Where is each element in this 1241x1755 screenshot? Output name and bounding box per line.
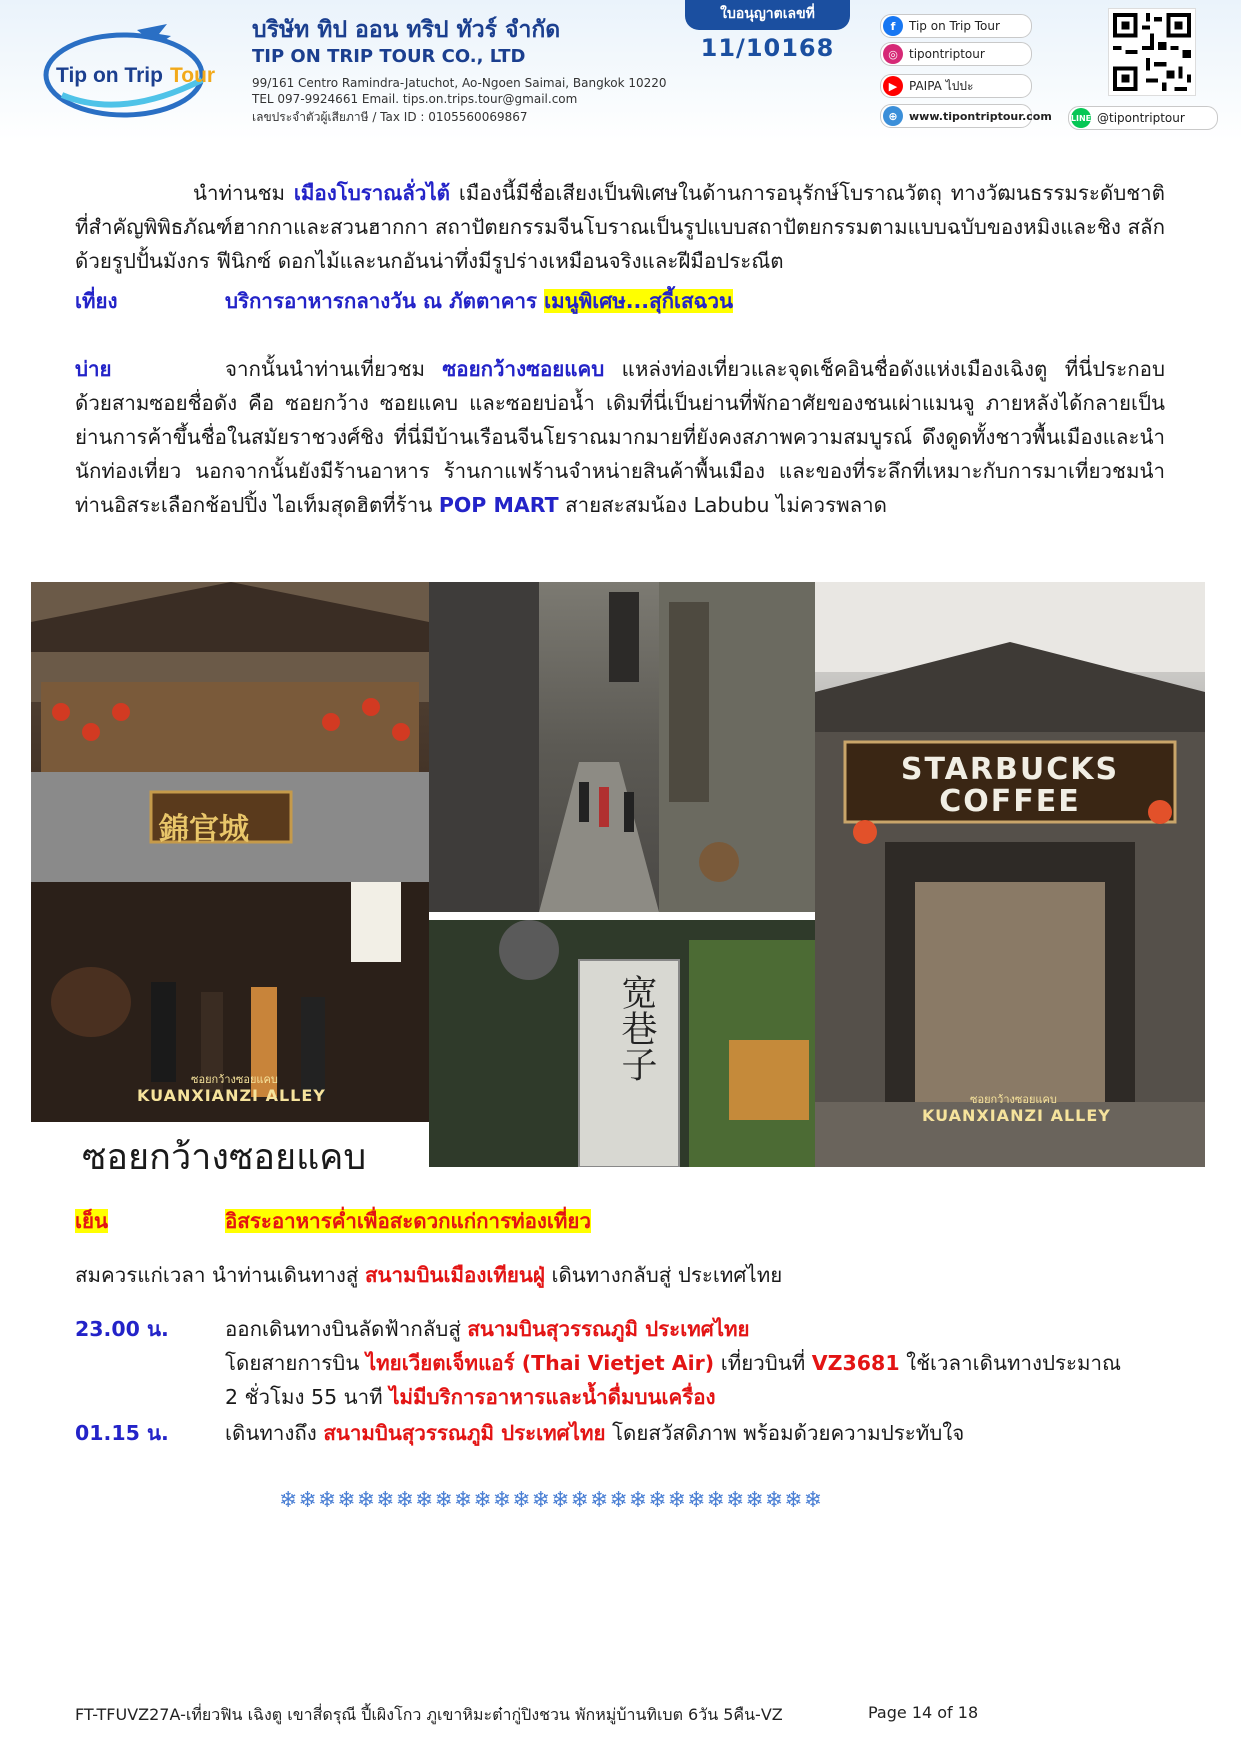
starbucks-sign-line1: STARBUCKS xyxy=(900,752,1120,787)
lunch-detail xyxy=(225,284,733,318)
license-number: 11/10168 xyxy=(700,34,835,62)
p2-text-e: สายสะสมน้อง Labubu ไม่ควรพลาด xyxy=(558,493,887,517)
instagram-icon: ◎ xyxy=(883,44,903,64)
t1-text-e: เที่ยวบินที่ xyxy=(714,1351,812,1375)
company-logo xyxy=(42,20,232,120)
company-name-th: บริษัท ทิป ออน ทริป ทัวร์ จำกัด xyxy=(252,17,561,43)
flight-depart-line1 xyxy=(225,1312,1165,1346)
website-link[interactable] xyxy=(880,104,1052,128)
pop-mart-name: POP MART xyxy=(438,493,559,517)
t1-text-c: โดยสายการบิน xyxy=(225,1351,366,1375)
suvarnabhumi-airport-2: สนามบินสุวรรณภูมิ ประเทศไทย xyxy=(323,1421,606,1445)
afternoon-label-text: บ่าย xyxy=(75,357,112,381)
alley-sign-text: 宽巷子 xyxy=(616,974,657,1082)
facebook-label: Tip on Trip Tour xyxy=(909,19,1000,33)
dinner-detail xyxy=(225,1204,591,1238)
dinner-label xyxy=(75,1204,108,1238)
line-icon: LINE xyxy=(1071,108,1091,128)
company-tax-id: เลขประจำตัวผู้เสียภาษี / Tax ID : 0105560069867 xyxy=(252,110,528,124)
alley-illustration xyxy=(429,582,815,912)
lunch-text: บริการอาหารกลางวัน ณ ภัตตาคาร xyxy=(225,289,545,313)
svg-text:Tour: Tour xyxy=(170,64,216,87)
photo-alley-sign xyxy=(429,920,815,1167)
paragraph-depart-airport xyxy=(75,1258,1165,1292)
flight-depart-line3 xyxy=(225,1380,1165,1414)
website-label: www.tipontriptour.com xyxy=(909,109,1052,123)
starbucks-illustration xyxy=(815,582,1205,1167)
lunch-label xyxy=(75,284,118,318)
t1-text-a: ออกเดินทางบินลัดฟ้ากลับสู่ xyxy=(225,1317,468,1341)
starbucks-sign-line2: COFFEE xyxy=(939,784,1081,819)
p3-text-c: เดินทางกลับสู่ ประเทศไทย xyxy=(544,1263,783,1287)
photo-starbucks xyxy=(815,582,1205,1167)
page-header xyxy=(0,0,1241,140)
flight-depart-line2 xyxy=(225,1346,1165,1380)
flight-depart-detail xyxy=(225,1312,1165,1414)
facebook-link[interactable] xyxy=(880,14,1032,38)
photo-alley-street xyxy=(429,582,815,912)
p3-text-a: สมควรแก่เวลา นำท่านเดินทางสู่ xyxy=(75,1263,365,1287)
youtube-icon: ▶ xyxy=(883,76,903,96)
qr-code xyxy=(1108,8,1196,96)
footer-tour-code: FT-TFUVZ27A-เที่ยวฟิน เฉิงตู เขาสี่ดรุณี ปี้เผิงโกว ภูเขาหิมะต๋ากู่ปิงชวน พักหมู่บ้านทิเบต 6วัน 5คืน-VZ xyxy=(75,1705,783,1724)
youtube-link[interactable] xyxy=(880,74,1032,98)
flight-number: VZ3681 xyxy=(811,1351,900,1375)
paragraph-kuanzhai xyxy=(75,352,1165,522)
license-box xyxy=(685,0,850,62)
gate-illustration xyxy=(31,582,429,1122)
globe-icon: ⊕ xyxy=(883,106,903,126)
instagram-label: tipontriptour xyxy=(909,47,985,61)
snowflake-divider: ❄❄❄❄❄❄❄❄❄❄❄❄❄❄❄❄❄❄❄❄❄❄❄❄❄❄❄❄ xyxy=(279,1488,824,1513)
tianfu-airport-name: สนามบินเมืองเทียนฝู่ xyxy=(364,1263,545,1287)
time-2300: 23.00 น. xyxy=(75,1317,169,1341)
flight-arrive-detail xyxy=(225,1416,1165,1450)
dinner-label-text: เย็น xyxy=(75,1209,109,1233)
company-contact: TEL 097-9924661 Email. tips.on.trips.tour@gmail.com xyxy=(252,92,578,106)
photo-caption-th-2: ซอยกว้างซอยแคบ xyxy=(970,1093,1057,1106)
photo-caption-th-1: ซอยกว้างซอยแคบ xyxy=(191,1073,278,1086)
time-0115: 01.15 น. xyxy=(75,1421,169,1445)
footer-page-number: Page 14 of 18 xyxy=(868,1703,979,1722)
t2-text-a: เดินทางถึง xyxy=(225,1421,324,1445)
photo-caption-en-1: KUANXIANZI ALLEY xyxy=(137,1086,326,1105)
p1-text-a: นำท่านชม xyxy=(193,181,294,205)
line-label: @tipontriptour xyxy=(1097,111,1185,125)
luodai-town-name: เมืองโบราณลั่วไต้ xyxy=(293,181,450,205)
lunch-label-text: เที่ยง xyxy=(75,289,118,313)
youtube-label: PAIPA ไปปะ xyxy=(909,78,974,93)
t2-text-c: โดยสวัสดิภาพ พร้อมด้วยความประทับใจ xyxy=(605,1421,965,1445)
photo-caption-en-2: KUANXIANZI ALLEY xyxy=(922,1106,1111,1125)
paragraph-luodai xyxy=(75,176,1165,278)
p2-text-c: แหล่งท่องเที่ยวและจุดเช็คอินชื่อดังแห่งเมืองเฉิงตู ที่นี่ประกอบด้วยสามซอยชื่อดัง คือ ซอยกว้าง ซอยแคบ และซอยบ่อน้ำ เดิมที่นี่เป็นย่านที่พักอาศัยของชนเผ่าแมนจู ภายหลังได้กลายเป็นย่านการค้าขึ้นชื่อในสมัยราชวงศ์ชิง ที่นี่มีบ้านเรือนจีนโยราณมากมายที่ยังคงสภาพความสมบูรณ์ ดึงดูดทั้งชาวพื้นเมืองและนำนักท่องเที่ยว นอกจากนั้นยังมีร้านอาหาร ร้านกาแฟร้านจำหน่ายสินค้าพื้นเมือง และของที่ระลึกที่เหมาะกับการมาเที่ยวชมนำท่านอิสระเลือกช้อปปิ้ง ไอเท็มสุดฮิตที่ร้าน xyxy=(75,357,1165,517)
p1-text-c: เมืองนี้มีชื่อเสียงเป็นพิเศษในด้านการอนุรักษ์โบราณวัตถุ ทางวัฒนธรรมระดับชาติที่สำคัญพิพิธภัณฑ์ฮากกาและสวนฮากกา สถาปัตยกรรมจีนโบราณเป็นรูปแบบสถาปัตยกรรมตามแบบฉบับของหมิงและชิง สลักด้วยรูปปั้นมังกร ฟีนิกซ์ ดอกไม้และนกอันน่าทึ่งมีรูปร่างเหมือนจริงและฝีมือประณีต xyxy=(75,181,1165,273)
flight-duration: 2 ชั่วโมง 55 นาที xyxy=(225,1385,390,1409)
airline-name: ไทยเวียตเจ็ทแอร์ (Thai Vietjet Air) xyxy=(365,1351,715,1375)
instagram-link[interactable] xyxy=(880,42,1032,66)
kuanzhai-alley-name: ซอยกว้างซอยแคบ xyxy=(442,357,605,381)
dinner-text: อิสระอาหารค่ำเพื่อสะดวกแก่การท่องเที่ยว xyxy=(225,1209,591,1233)
t1-text-g: ใช้เวลาเดินทางประมาณ xyxy=(899,1351,1122,1375)
company-name-en: TIP ON TRIP TOUR CO., LTD xyxy=(252,46,526,67)
license-label: ใบอนุญาตเลขที่ xyxy=(685,0,850,30)
p2-text-a: จากนั้นนำท่านเที่ยวชม xyxy=(225,357,443,381)
facebook-icon: f xyxy=(883,16,903,36)
svg-text:Tip on Trip: Tip on Trip xyxy=(56,64,163,87)
no-meal-notice: ไม่มีบริการอาหารและน้ำดื่มบนเครื่อง xyxy=(389,1385,716,1409)
starbucks-sign xyxy=(815,754,1205,818)
suvarnabhumi-airport-1: สนามบินสุวรรณภูมิ ประเทศไทย xyxy=(467,1317,750,1341)
company-address: 99/161 Centro Ramindra-Jatuchot, Ao-Ngoen Saimai, Bangkok 10220 xyxy=(252,76,667,90)
photo-title-caption: ซอยกว้างซอยแคบ xyxy=(82,1137,367,1178)
gate-sign-text: 錦官城 xyxy=(159,812,249,847)
line-link[interactable] xyxy=(1068,106,1218,130)
lunch-special-menu: เมนูพิเศษ...สุกี้เสฉวน xyxy=(544,289,734,313)
photo-jinguancheng-gate xyxy=(31,582,429,1122)
